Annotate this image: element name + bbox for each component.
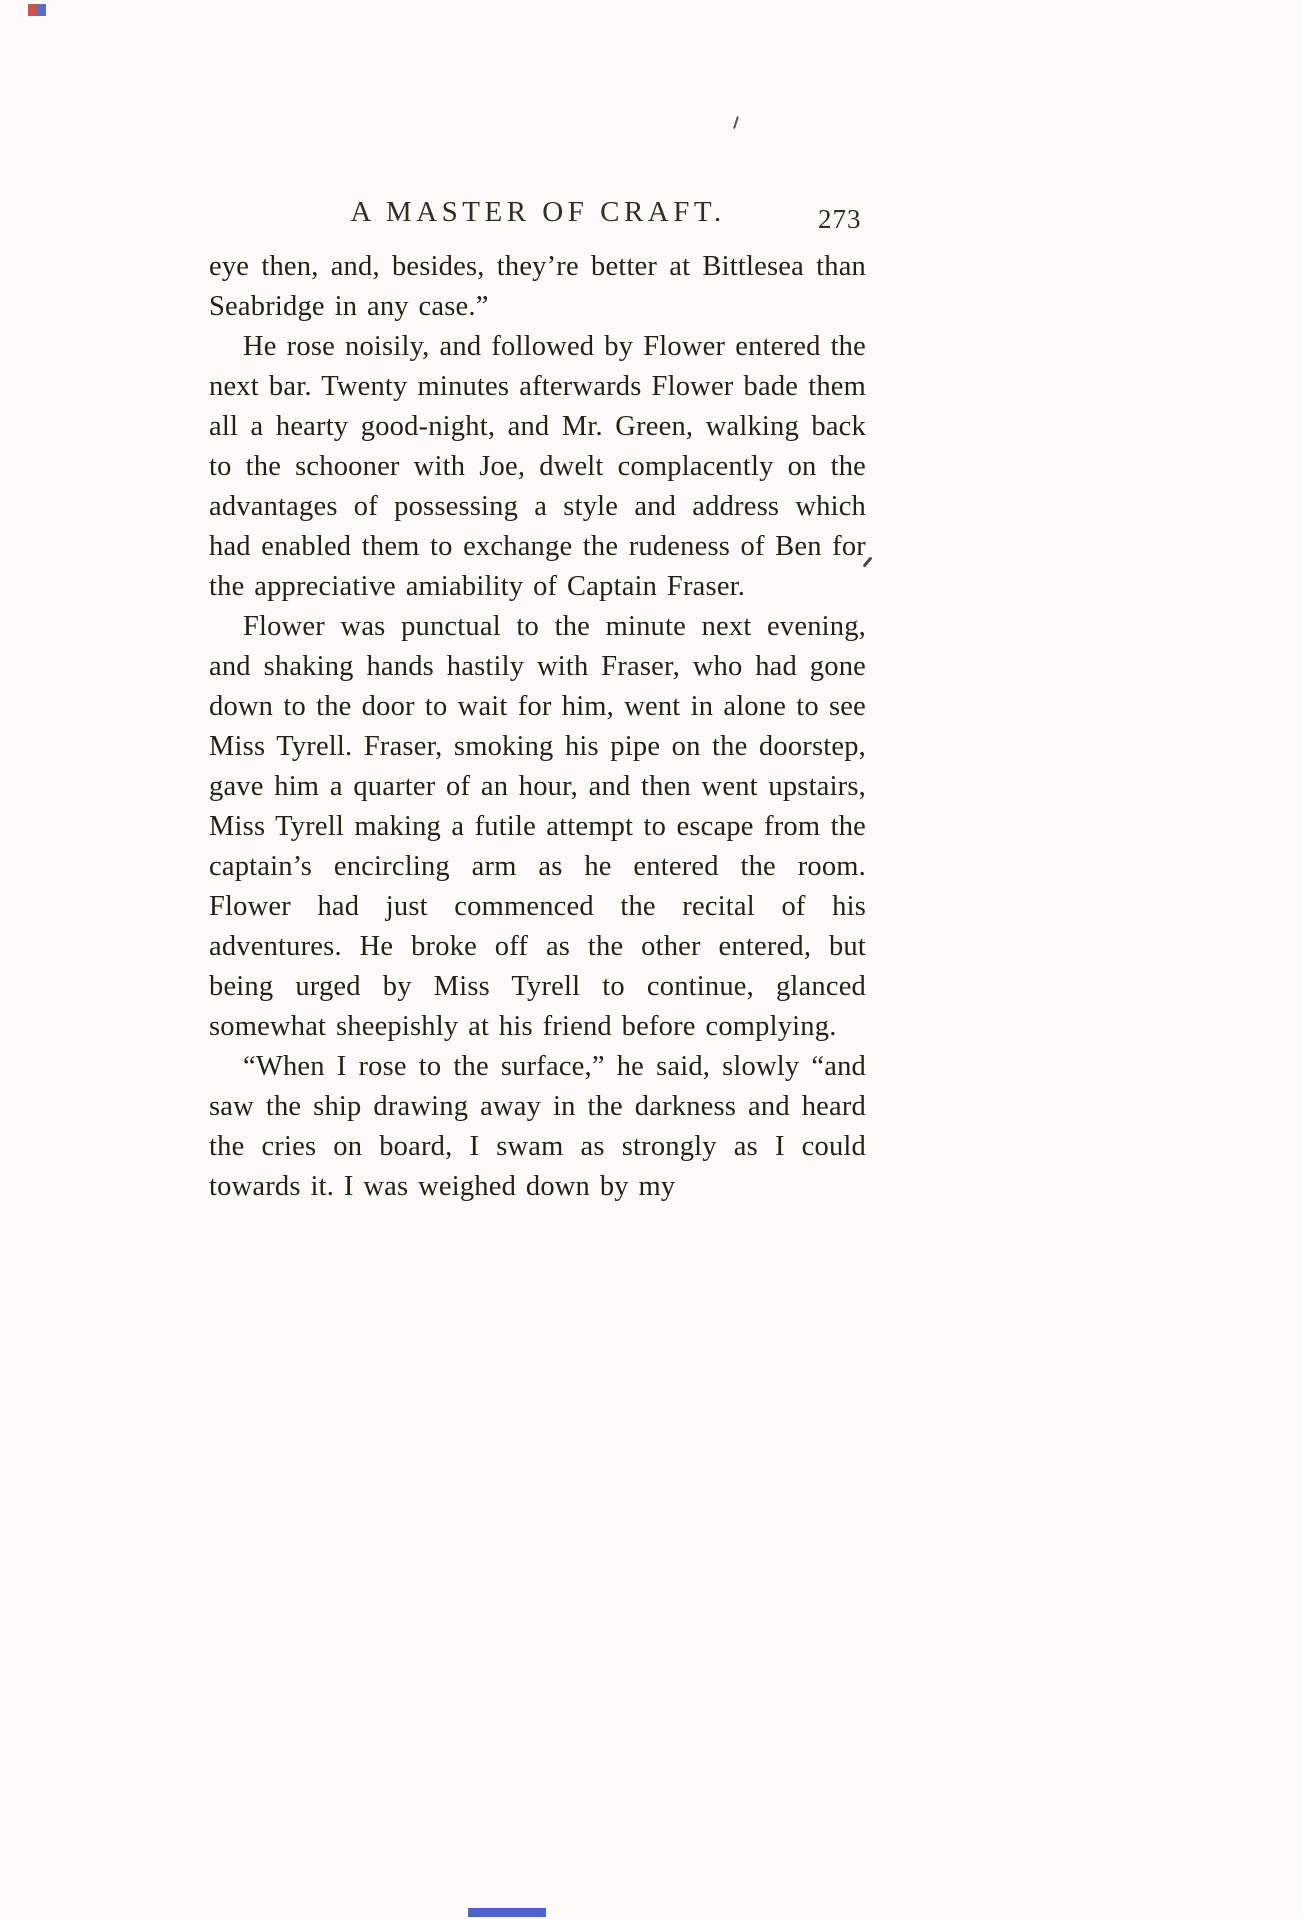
paragraph: “When I rose to the surface,” he said, slowly “and saw the ship drawing away in the darkness and heard the cries on board, I swam as strongly as I could towards it. I was weighed down by my — [209, 1051, 866, 1202]
running-title: A MASTER OF CRAFT. — [350, 196, 726, 228]
paragraph: He rose noisily, and followed by Flower entered the next bar. Twenty minutes afterwards Flower bade them all a hearty good-night, and Mr. Green, walking back to the schooner with Joe, dwelt complacently on the advantages of possessing a style and address which had enabled them to exchange the rudeness of Ben for the appreciative amiability of Captain Fraser. — [209, 331, 866, 602]
scan-mark-artifact-top — [733, 116, 739, 129]
scan-color-artifact-bottom — [468, 1908, 546, 1917]
paragraph: eye then, and, besides, they’re better at Bittlesea than Seabridge in any case.” — [209, 251, 866, 322]
scan-color-artifact-top-left — [28, 4, 46, 16]
page-number: 273 — [818, 204, 862, 234]
page-header — [210, 196, 866, 229]
paragraph: Flower was punctual to the minute next evening, and shaking hands hastily with Fraser, who had gone down to the door to wait for him, went in alone to see Miss Tyrell. Fraser, smoking his pipe on the doorstep, gave him a quarter of an hour, and then went upstairs, Miss Tyrell making a futile attempt to escape from the captain’s encircling arm as he entered the room. Flower had just commenced the recital of his adventures. He broke off as the other entered, but being urged by Miss Tyrell to continue, glanced somewhat sheepishly at his friend before complying. — [209, 611, 866, 1042]
text-block — [209, 247, 866, 1207]
